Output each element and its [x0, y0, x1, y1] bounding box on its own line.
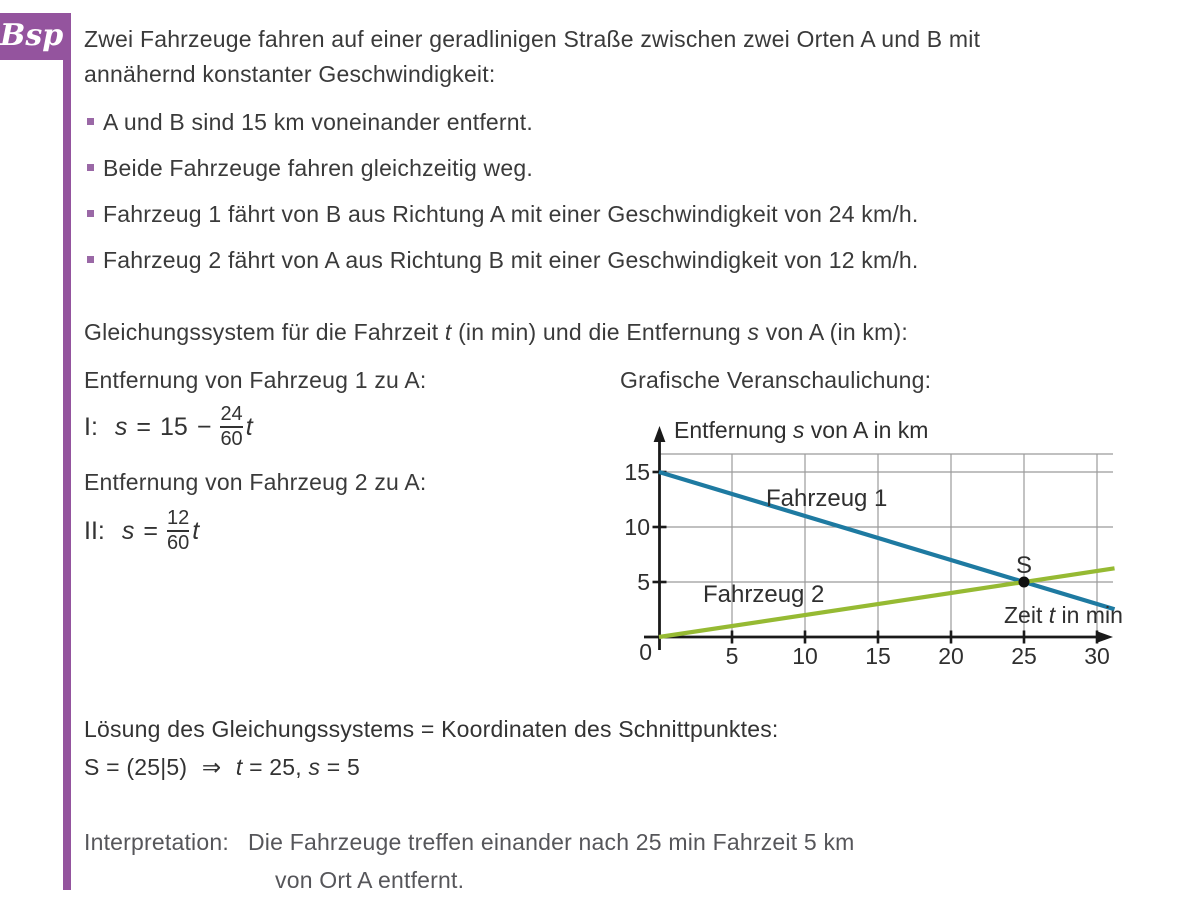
intro-line-2: annähernd konstanter Geschwindigkeit:: [84, 61, 496, 87]
interpretation-label: Interpretation:: [84, 829, 229, 855]
bullet-label: Beide Fahrzeuge fahren gleichzeitig weg.: [103, 155, 533, 181]
x-tick-label: 25: [1011, 643, 1037, 669]
var-s: s: [121, 516, 135, 545]
series-2-label: Fahrzeug 2: [703, 581, 825, 608]
equation-2-label: II:: [84, 516, 105, 545]
bullet-item: [87, 154, 533, 182]
var-s: s: [114, 412, 128, 441]
equation-1: [84, 399, 262, 455]
var-s: s: [747, 319, 760, 345]
var-t: t: [192, 516, 200, 545]
fraction-denominator: 60: [220, 428, 243, 450]
bullet-item: [87, 200, 919, 228]
equation-2-heading: Entfernung von Fahrzeug 2 zu A:: [84, 469, 427, 495]
equals-sign: =: [143, 516, 158, 545]
x-tick-label: 10: [792, 643, 818, 669]
solution-point: S = (25|5): [84, 754, 188, 780]
accent-bar: [63, 13, 71, 890]
fraction-12-60: [167, 507, 189, 555]
bullet-square-icon: [87, 210, 94, 217]
solution-line: [84, 753, 360, 781]
y-axis-arrow-icon: [654, 426, 666, 442]
system-line-part: (in min) und die Entfernung: [451, 319, 748, 345]
var-t: t: [235, 754, 243, 780]
series-1-label: Fahrzeug 1: [766, 485, 888, 512]
solution-t-value: = 25,: [242, 754, 309, 780]
chart: [600, 403, 1160, 680]
equation-1-heading: Entfernung von Fahrzeug 1 zu A:: [84, 367, 427, 393]
x-axis-arrow-icon: [1097, 631, 1113, 643]
fraction-numerator: 12: [166, 507, 190, 529]
x-tick-label: 20: [938, 643, 964, 669]
implies-arrow-icon: ⇒: [201, 754, 222, 780]
bullet-item: [87, 108, 533, 136]
bullet-label: Fahrzeug 2 fährt von A aus Richtung B mit einer Geschwindigkeit von 12 km/h.: [103, 247, 919, 273]
chart-heading: Grafische Veranschaulichung:: [620, 367, 932, 393]
intersection-label: S: [1016, 552, 1033, 579]
x-tick-label: 30: [1084, 643, 1110, 669]
interpretation-line-2: von Ort A entfernt.: [275, 867, 465, 893]
bullet-square-icon: [87, 118, 94, 125]
system-line-part: Gleichungssystem für die Fahrzeit: [84, 319, 445, 345]
x-tick-label: 5: [725, 643, 739, 669]
system-intro-line: [84, 318, 908, 346]
bsp-badge: Bsp: [0, 13, 71, 60]
constant-15: 15: [160, 412, 188, 441]
minus-sign: −: [196, 412, 212, 441]
y-tick-label: 15: [624, 459, 650, 485]
equation-2: [84, 503, 208, 559]
solution-heading: Lösung des Gleichungssystems = Koordinaten des Schnittpunktes:: [84, 716, 779, 742]
equals-sign: =: [136, 412, 152, 441]
equation-1-label: I:: [84, 412, 98, 441]
fraction-numerator: 24: [220, 403, 243, 425]
x-tick-label: 15: [865, 643, 891, 669]
intro-line-1: Zwei Fahrzeuge fahren auf einer geradlinigen Straße zwischen zwei Orten A und B mit: [84, 26, 981, 52]
bullet-square-icon: [87, 256, 94, 263]
var-t: t: [444, 319, 452, 345]
bullet-label: A und B sind 15 km voneinander entfernt.: [103, 109, 533, 135]
fraction-24-60: [220, 403, 242, 451]
x-axis-title: Zeit t in min: [1004, 602, 1123, 628]
interpretation-line-1: Die Fahrzeuge treffen einander nach 25 min Fahrzeit 5 km: [248, 829, 855, 855]
y-tick-label: 5: [637, 569, 650, 595]
bullet-label: Fahrzeug 1 fährt von B aus Richtung A mit einer Geschwindigkeit von 24 km/h.: [103, 201, 919, 227]
bullet-item: [87, 246, 919, 274]
fraction-denominator: 60: [166, 532, 190, 554]
y-axis-title: Entfernung s von A in km: [674, 417, 929, 443]
solution-s-value: = 5: [320, 754, 360, 780]
system-line-part: von A (in km):: [759, 319, 908, 345]
var-s: s: [308, 754, 321, 780]
bullet-square-icon: [87, 164, 94, 171]
origin-label: 0: [639, 639, 652, 665]
var-t: t: [245, 412, 253, 441]
y-tick-label: 10: [624, 514, 650, 540]
